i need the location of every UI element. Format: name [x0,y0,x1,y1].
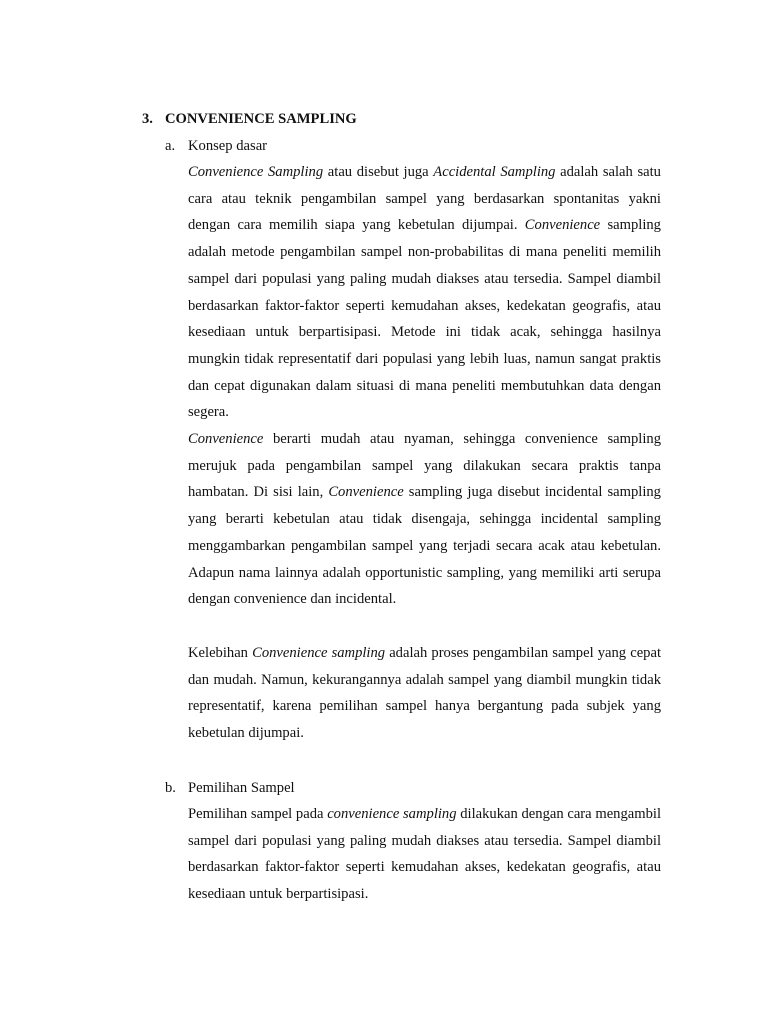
paragraph-a2 [188,426,661,613]
italic-text-run: Accidental Sampling [433,164,556,180]
text-run: Pemilihan sampel pada [188,806,328,822]
paragraph-b1 [188,801,661,908]
subsection-a-heading [165,136,267,156]
subsection-b-title: Pemilihan Sampel [188,780,295,796]
italic-text-run: Convenience [524,217,601,234]
text-run: sampling adalah metode pengambilan sampel non-probabilitas di mana peneliti memilih sampel dari populasi yang paling mudah diakses atau tersedia. Sampel diambil berdasarkan faktor-faktor seperti kemudahan akses, kedekatan geografis, atau kesediaan untuk berpartisipasi. Metode ini tidak acak, sehingga hasilnya mungkin tidak representatif dari populasi yang lebih luas, namun sangat praktis dan cepat digunakan dalam situasi di mana peneliti membutuhkan data dengan segera. [188,217,661,421]
section-heading [142,109,357,129]
text-run: adalah salah satu cara atau teknik pengambilan sampel yang berdasarkan spontanitas yakni dengan cara memilih siapa yang kebetulan dijumpai. [188,164,661,234]
text-run: dilakukan dengan cara mengambil sampel dari populasi yang paling mudah diakses atau tersedia. Sampel diambil berdasarkan faktor-faktor seperti kemudahan akses, kedekatan geografis, atau kesediaan untuk berpartisipasi. [188,806,661,903]
section-title: CONVENIENCE SAMPLING [165,111,357,127]
subsection-a-title: Konsep dasar [188,138,268,154]
italic-text-run: Convenience sampling [252,645,386,661]
subsection-a-letter: a. [165,138,176,154]
italic-text-run: Convenience [328,484,404,501]
text-run: atau disebut juga [323,164,434,180]
text-run: Kelebihan [188,645,253,661]
section-number: 3. [142,111,153,127]
text-run: sampling juga disebut incidental sampling yang berarti kebetulan atau tidak disengaja, sehingga incidental sampling menggambarkan pengambilan sampel yang terjadi secara acak atau kebetulan. Adapun nama lainnya adalah opportunistic sampling, yang memiliki arti serupa dengan convenience dan incidental. [188,484,661,608]
italic-text-run: Convenience Sampling [188,164,324,180]
text-run: berarti mudah atau nyaman, sehingga convenience sampling merujuk pada pengambilan sampel yang dilakukan secara praktis tanpa hambatan. Di sisi lain, [188,431,661,501]
subsection-b-heading [165,778,295,798]
text-run: adalah proses pengambilan sampel yang cepat dan mudah. Namun, kekurangannya adalah sampel yang diambil mungkin tidak representatif, karena pemilihan sampel hanya bergantung pada subjek yang kebetulan dijumpai. [188,645,661,742]
paragraph-a1 [188,159,661,426]
paragraph-a3 [188,640,661,747]
italic-text-run: convenience sampling [327,806,457,822]
italic-text-run: Convenience [188,431,264,447]
subsection-b-letter: b. [165,780,176,796]
